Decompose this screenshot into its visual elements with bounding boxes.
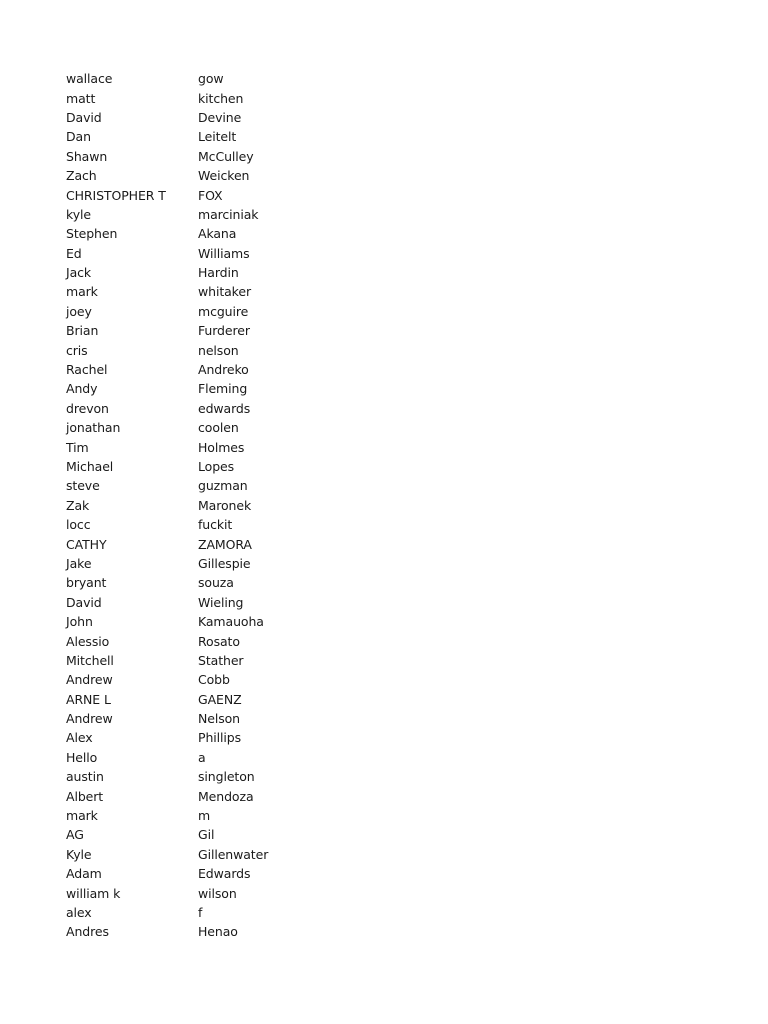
list-item [66,593,486,612]
list-item [66,631,486,650]
last-name-cell: a [198,749,206,765]
first-name-cell: Andrew [66,711,113,727]
last-name-cell: Andreko [198,362,249,378]
list-item [66,205,486,224]
last-name-cell: Nelson [198,711,240,727]
last-name-cell: Holmes [198,439,245,455]
list-item [66,69,486,88]
list-item [66,845,486,864]
first-name-cell: locc [66,517,91,533]
list-item [66,321,486,340]
list-item [66,282,486,301]
list-item [66,379,486,398]
first-name-cell: Jake [66,555,92,571]
list-item [66,748,486,767]
last-name-cell: GAENZ [198,691,242,707]
list-item [66,127,486,146]
last-name-cell: Gil [198,827,215,843]
last-name-cell: Wieling [198,594,244,610]
first-name-cell: Zak [66,497,90,513]
first-name-cell: Kyle [66,846,92,862]
first-name-cell: AG [66,827,84,843]
last-name-cell: Edwards [198,866,251,882]
first-name-cell: steve [66,478,100,494]
list-item [66,340,486,359]
last-name-cell: singleton [198,769,255,785]
list-item [66,88,486,107]
first-name-cell: kyle [66,206,91,222]
list-item [66,709,486,728]
list-item [66,786,486,805]
first-name-cell: John [66,614,93,630]
last-name-cell: whitaker [198,284,252,300]
first-name-cell: austin [66,769,104,785]
last-name-cell: Lopes [198,459,235,474]
last-name-cell: nelson [198,342,239,358]
list-item [66,534,486,553]
last-name-cell: Kamauoha [198,614,264,630]
list-item [66,147,486,166]
list-item [66,806,486,825]
last-name-cell: fuckit [198,517,233,533]
list-item [66,670,486,689]
first-name-cell: william k [66,885,121,901]
last-name-cell: Akana [198,226,237,242]
list-item [66,302,486,321]
name-list [66,69,486,942]
first-name-cell: mark [66,808,98,824]
first-name-cell: alex [66,904,92,920]
list-item [66,244,486,263]
last-name-cell: Phillips [198,730,241,746]
first-name-cell: jonathan [66,420,121,436]
list-item [66,476,486,495]
list-item [66,554,486,573]
last-name-cell: Hardin [198,265,239,281]
list-item [66,690,486,709]
last-name-cell: souza [198,575,234,591]
last-name-cell: ZAMORA [198,536,252,552]
list-item [66,360,486,379]
first-name-cell: Andrew [66,672,113,688]
first-name-cell: Brian [66,323,99,339]
last-name-cell: Gillenwater [198,846,269,862]
list-item [66,399,486,418]
last-name-cell: Furderer [198,323,250,339]
first-name-cell: Alessio [66,633,110,649]
list-item [66,263,486,282]
last-name-cell: Cobb [198,672,230,688]
first-name-cell: David [66,594,102,610]
last-name-cell: Henao [198,924,238,940]
list-item [66,457,486,476]
list-item [66,418,486,437]
list-item [66,108,486,127]
list-item [66,903,486,922]
first-name-cell: ARNE L [66,691,111,707]
last-name-cell: Gillespie [198,555,251,571]
first-name-cell: Andy [66,381,98,397]
first-name-cell: Tim [66,439,89,455]
first-name-cell: Michael [66,459,114,474]
first-name-cell: joey [66,303,92,319]
last-name-cell: Williams [198,245,250,261]
last-name-cell: kitchen [198,90,244,106]
last-name-cell: wilson [198,885,237,901]
first-name-cell: Adam [66,866,102,882]
first-name-cell: Shawn [66,148,108,164]
first-name-cell: Ed [66,245,82,261]
first-name-cell: Mitchell [66,652,114,668]
list-item [66,728,486,747]
last-name-cell: m [198,808,211,824]
first-name-cell: CHRISTOPHER T [66,187,166,203]
list-item [66,651,486,670]
first-name-cell: Zach [66,168,97,184]
first-name-cell: Stephen [66,226,118,242]
last-name-cell: gow [198,71,224,87]
last-name-cell: coolen [198,420,239,436]
list-item [66,515,486,534]
list-item [66,612,486,631]
list-item [66,224,486,243]
list-item [66,496,486,515]
first-name-cell: matt [66,90,96,106]
list-item [66,573,486,592]
last-name-cell: Rosato [198,633,240,649]
list-item [66,767,486,786]
last-name-cell: Fleming [198,381,248,397]
first-name-cell: Rachel [66,362,108,378]
list-item [66,437,486,456]
first-name-cell: bryant [66,575,107,591]
first-name-cell: Hello [66,749,98,765]
first-name-cell: Dan [66,129,91,145]
list-item [66,825,486,844]
first-name-cell: Jack [66,265,92,281]
last-name-cell: f [198,904,203,920]
last-name-cell: Leitelt [198,129,237,145]
list-item [66,185,486,204]
first-name-cell: wallace [66,71,113,87]
last-name-cell: Maronek [198,497,252,513]
last-name-cell: Stather [198,652,244,668]
list-item [66,166,486,185]
list-item [66,883,486,902]
last-name-cell: guzman [198,478,248,494]
first-name-cell: Albert [66,788,104,804]
first-name-cell: David [66,109,102,125]
first-name-cell: drevon [66,400,109,416]
last-name-cell: Weicken [198,168,250,184]
first-name-cell: cris [66,342,88,358]
first-name-cell: CATHY [66,536,107,552]
last-name-cell: Devine [198,109,242,125]
last-name-cell: Mendoza [198,788,254,804]
list-item [66,864,486,883]
first-name-cell: Andres [66,924,109,940]
last-name-cell: FOX [198,187,223,203]
last-name-cell: edwards [198,400,251,416]
last-name-cell: mcguire [198,303,249,319]
last-name-cell: McCulley [198,148,254,164]
first-name-cell: mark [66,284,98,300]
first-name-cell: Alex [66,730,93,746]
last-name-cell: marciniak [198,206,259,222]
list-item [66,922,486,941]
